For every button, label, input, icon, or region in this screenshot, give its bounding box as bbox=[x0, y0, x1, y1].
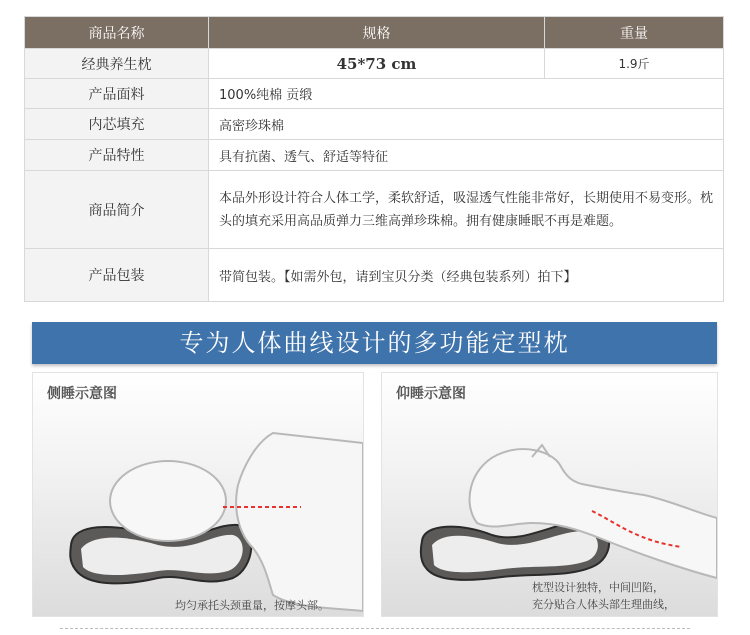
side-sleep-illustration bbox=[33, 373, 363, 616]
table-row bbox=[25, 109, 724, 140]
row-label: 商品简介 bbox=[25, 171, 209, 249]
row-label: 产品面料 bbox=[25, 79, 209, 109]
head-shape bbox=[110, 461, 226, 541]
panel-title: 仰睡示意图 bbox=[396, 386, 466, 402]
header-spec: 规格 bbox=[209, 17, 545, 49]
row-value-size: 45*73 cm bbox=[209, 49, 545, 79]
row-value: 带简包装。【如需外包，请到宝贝分类（经典包装系列）拍下】 bbox=[209, 249, 724, 302]
back-sleep-panel bbox=[381, 372, 718, 617]
table-header-row bbox=[25, 17, 724, 49]
table-row bbox=[25, 49, 724, 79]
header-name: 商品名称 bbox=[25, 17, 209, 49]
row-label: 产品包装 bbox=[25, 249, 209, 302]
header-weight: 重量 bbox=[545, 17, 724, 49]
spec-table bbox=[24, 16, 724, 302]
row-value: 本品外形设计符合人体工学，柔软舒适，吸湿透气性能非常好，长期使用不易变形。枕头的填充采用高品质弹力三维高弹珍珠棉。拥有健康睡眠不再是难题。 bbox=[209, 171, 724, 249]
panel-caption-line-1: 枕型设计独特，中间凹陷， bbox=[532, 581, 664, 594]
row-label: 产品特性 bbox=[25, 140, 209, 171]
panel-title: 侧睡示意图 bbox=[47, 386, 117, 402]
row-value: 具有抗菌、透气、舒适等特征 bbox=[209, 140, 724, 171]
row-label: 内芯填充 bbox=[25, 109, 209, 140]
side-sleep-panel bbox=[32, 372, 364, 617]
row-value: 100%纯棉 贡缎 bbox=[209, 79, 724, 109]
panel-caption-line-2: 充分贴合人体头部生理曲线， bbox=[532, 598, 675, 611]
table-row bbox=[25, 249, 724, 302]
table-row bbox=[25, 171, 724, 249]
table-row bbox=[25, 140, 724, 171]
row-value: 高密珍珠棉 bbox=[209, 109, 724, 140]
dotted-divider bbox=[60, 628, 690, 629]
shoulder-shape bbox=[236, 433, 363, 611]
row-label: 经典养生枕 bbox=[25, 49, 209, 79]
table-row bbox=[25, 79, 724, 109]
row-value-weight: 1.9斤 bbox=[545, 49, 724, 79]
panel-caption: 均匀承托头颈重量，按摩头部。 bbox=[175, 599, 329, 612]
feature-banner: 专为人体曲线设计的多功能定型枕 bbox=[32, 322, 717, 364]
